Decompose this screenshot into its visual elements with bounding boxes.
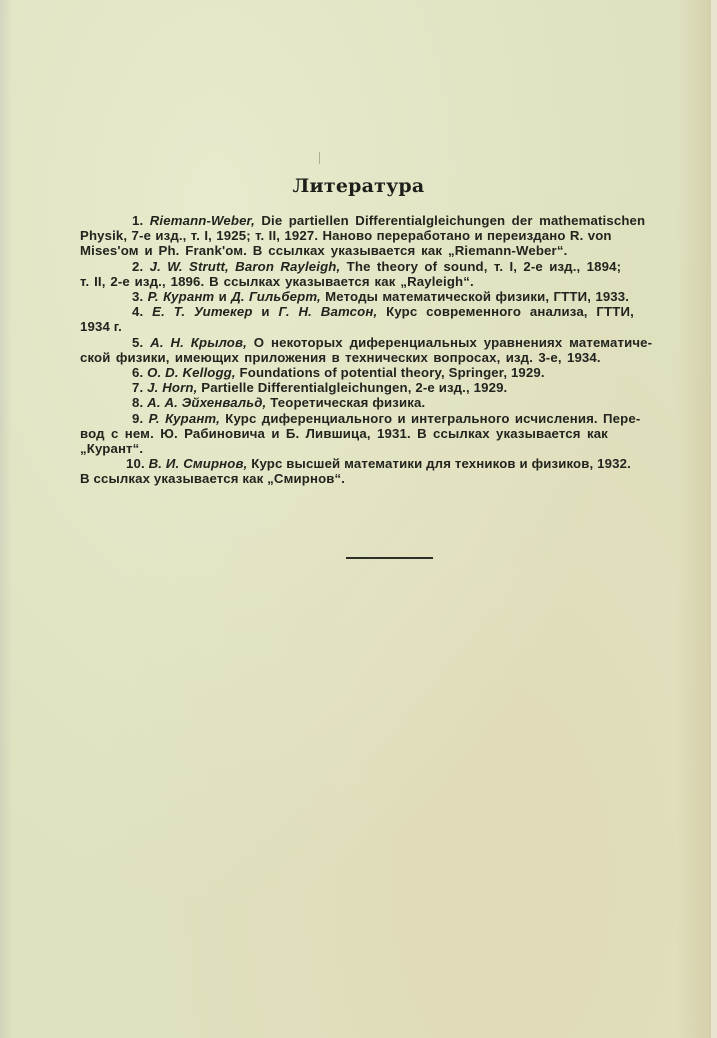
reference-text: Курс диференциального и интегрального исчисления. Пере-	[225, 411, 641, 426]
reference-number: 8.	[132, 395, 144, 410]
reference-text: Partielle Differentialgleichungen, 2-е изд., 1929.	[201, 380, 508, 395]
reference-author: Р. Курант	[147, 289, 215, 304]
reference-8	[132, 395, 425, 410]
reference-9	[132, 411, 640, 426]
section-end-rule	[346, 557, 433, 559]
reference-author: J. Horn,	[147, 380, 198, 395]
reference-number: 3.	[132, 289, 144, 304]
reference-5	[132, 335, 652, 350]
reference-text: The theory of sound, т. I, 2-е изд., 1894;	[346, 259, 622, 274]
reference-number: 4.	[132, 304, 144, 319]
reference-author: Г. Н. Ватсон,	[278, 304, 378, 319]
reference-text: Курс современного анализа, ГТТИ,	[386, 304, 634, 319]
reference-author: Р. Курант,	[148, 411, 220, 426]
reference-2	[132, 259, 621, 274]
reference-number: 5.	[132, 335, 144, 350]
reference-10-line-2: В ссылках указывается как „Смирнов“.	[80, 471, 346, 486]
reference-text: Foundations of potential theory, Springer, 1929.	[239, 365, 545, 380]
reference-text: Методы математической физики, ГТТИ, 1933.	[325, 289, 630, 304]
reference-conjunction: и	[261, 304, 270, 319]
reference-9-line-2: вод с нем. Ю. Рабиновича и Б. Лившица, 1931. В ссылках указывается как	[80, 426, 608, 441]
reference-4	[132, 304, 634, 319]
reference-number: 6.	[132, 365, 144, 380]
reference-author: В. И. Смирнов,	[148, 456, 248, 471]
reference-author: Riemann-Weber,	[149, 213, 255, 228]
reference-text: О некоторых диференциальных уравнениях математиче-	[253, 335, 653, 350]
reference-1-line-2: Physik, 7-е изд., т. I, 1925; т. II, 1927. Наново переработано и переиздано R. von	[80, 228, 612, 243]
reference-6	[132, 365, 545, 380]
reference-number: 1.	[132, 213, 144, 228]
reference-7	[132, 380, 507, 395]
reference-number: 9.	[132, 411, 144, 426]
reference-text: Die partiellen Differentialgleichungen der mathematischen	[261, 213, 646, 228]
reference-author: Е. Т. Уитекер	[152, 304, 253, 319]
reference-9-line-3: „Курант“.	[80, 441, 144, 456]
reference-author: J. W. Strutt, Baron Rayleigh,	[149, 259, 341, 274]
reference-3	[132, 289, 629, 304]
reference-author: А. Н. Крылов,	[150, 335, 247, 350]
reference-author: А. А. Эйхенвальд,	[147, 395, 267, 410]
reference-1-line-3: Mises'ом и Ph. Frank'ом. В ссылках указывается как „Riemann-Weber“.	[80, 243, 568, 258]
reference-4-line-2: 1934 г.	[80, 319, 122, 334]
reference-5-line-2: ской физики, имеющих приложения в технических вопросах, изд. 3-е, 1934.	[80, 350, 601, 365]
reference-number: 2.	[132, 259, 144, 274]
reference-conjunction: и	[218, 289, 227, 304]
reference-2-line-2: т. II, 2-е изд., 1896. В ссылках указывается как „Rayleigh“.	[80, 274, 474, 289]
reference-text: Теоретическая физика.	[270, 395, 426, 410]
reference-author: Д. Гильберт,	[231, 289, 321, 304]
reference-number: 10.	[126, 456, 145, 471]
reference-10	[126, 456, 631, 471]
page-title: Литература	[292, 175, 425, 197]
reference-1	[132, 213, 669, 228]
reference-text: Курс высшей математики для техников и физиков, 1932.	[251, 456, 631, 471]
reference-author: O. D. Kellogg,	[147, 365, 236, 380]
reference-number: 7.	[132, 380, 144, 395]
